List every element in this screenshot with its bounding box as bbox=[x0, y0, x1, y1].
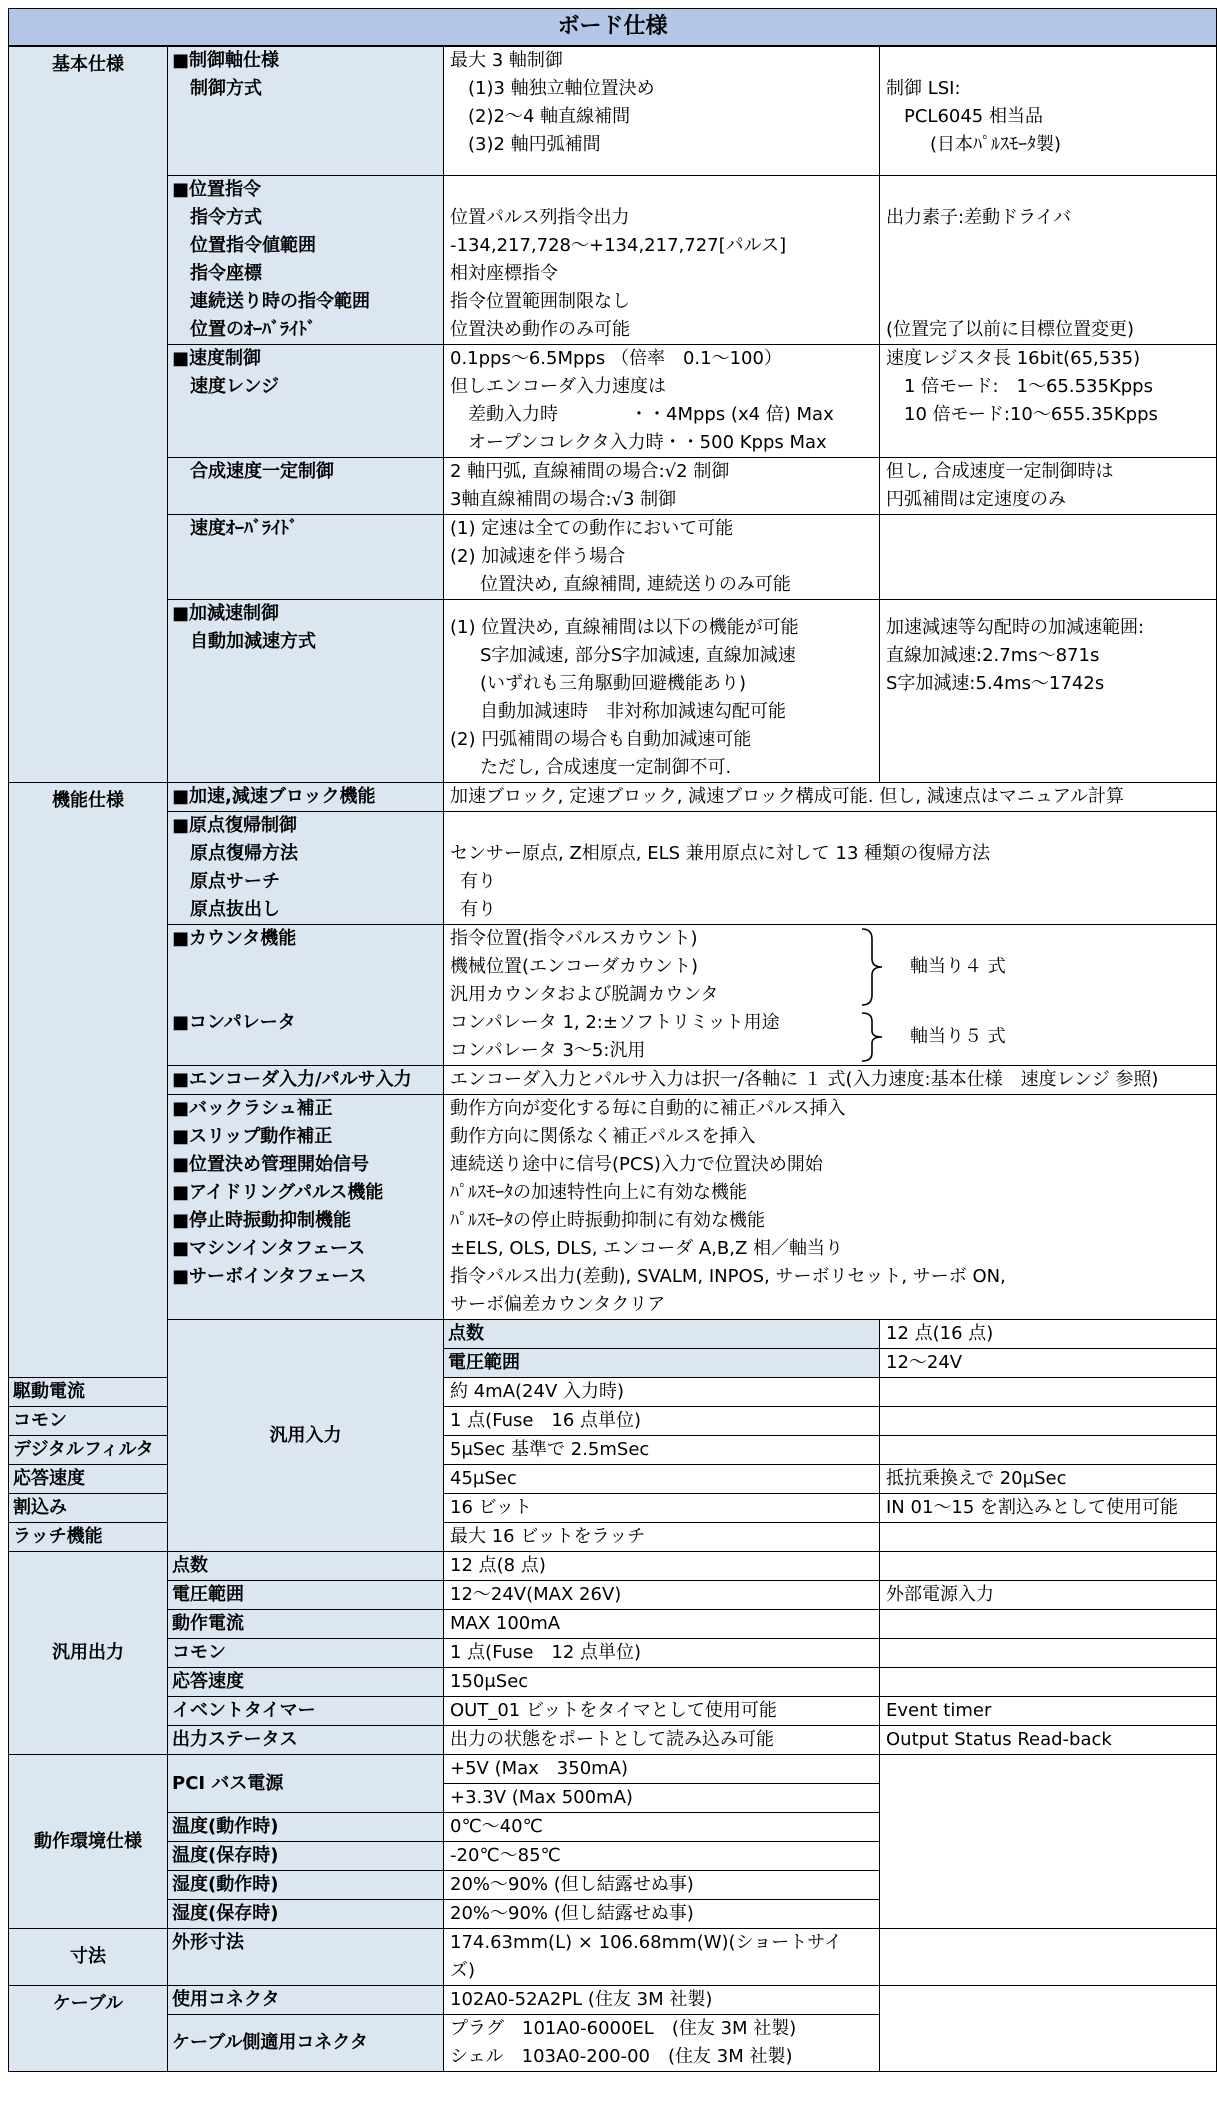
env-value-2: 20%～90% (但し結露せぬ事) bbox=[450, 1874, 694, 1895]
func-item-label-0: ■バックラシュ補正 bbox=[172, 1098, 333, 1119]
counter-value-1: 機械位置(エンコーダカウント) bbox=[450, 956, 699, 977]
gpin-value-4: 5μSec 基準で 2.5mSec bbox=[450, 1439, 650, 1460]
func-home-row bbox=[9, 812, 1217, 925]
servo-value-1: サーボ偏差カウンタクリア bbox=[450, 1294, 666, 1315]
speed-note-0: 速度レジスタ長 16bit(65,535) bbox=[886, 348, 1141, 369]
axis-value-2: (2)2～4 軸直線補間 bbox=[468, 106, 631, 127]
env-label-3: 湿度(保存時) bbox=[172, 1903, 279, 1924]
gpin-label-4: デジタルフィルタ bbox=[13, 1439, 154, 1460]
gpout-note-3 bbox=[886, 1639, 1210, 1667]
gpout-note-0 bbox=[886, 1552, 1210, 1580]
category-gpin: 汎用入力 bbox=[168, 1320, 444, 1552]
env-pci-label bbox=[168, 1755, 444, 1813]
category-cable: ケーブル bbox=[9, 1986, 168, 2072]
axis-note-2: PCL6045 相当品 bbox=[904, 106, 1043, 127]
gpin-value-2: 約 4mA(24V 入力時) bbox=[450, 1381, 625, 1402]
gpout-value-6: 出力の状態をポートとして読み込み可能 bbox=[450, 1729, 774, 1750]
spec-sheet bbox=[8, 8, 1216, 2072]
encoder-label bbox=[168, 1066, 444, 1095]
composite-notes bbox=[880, 458, 1217, 515]
position-label-0: ■位置指令 bbox=[172, 179, 262, 200]
gpout-value-1: 12～24V(MAX 26V) bbox=[450, 1584, 622, 1605]
func-item-label-5: ■マシンインタフェース bbox=[172, 1238, 366, 1259]
cable-notes bbox=[880, 1986, 1217, 2072]
gpin-note-3 bbox=[886, 1407, 1210, 1435]
servo-label: ■サーボインタフェース bbox=[172, 1266, 367, 1287]
accel-value-2: (いずれも三角駆動回避機能あり) bbox=[480, 673, 747, 694]
home-value-3: 有り bbox=[460, 899, 496, 920]
counter-label: ■カウンタ機能 bbox=[172, 928, 297, 949]
gpin-note-7 bbox=[886, 1523, 1210, 1551]
func-item-values bbox=[444, 1095, 1217, 1320]
gpout-row-1 bbox=[9, 1581, 1217, 1610]
position-label-5: 位置のｵｰﾊﾞﾗｲﾄﾞ bbox=[190, 319, 316, 340]
axis-label-1: 制御方式 bbox=[190, 78, 262, 99]
func-block-row bbox=[9, 783, 1217, 812]
gpout-label-1: 電圧範囲 bbox=[172, 1584, 244, 1605]
composite-values bbox=[444, 458, 880, 515]
speed-value-0: 0.1pps～6.5Mpps （倍率 0.1～100） bbox=[450, 348, 782, 369]
accel-value-4: (2) 円弧補間の場合も自動加減速可能 bbox=[450, 729, 752, 750]
axis-values bbox=[444, 46, 880, 176]
override-notes bbox=[880, 515, 1217, 600]
gpin-value-0: 12 点(16 点) bbox=[886, 1323, 994, 1344]
dim-value-0: 174.63mm(L) × 106.68mm(W)(ショートサイ bbox=[450, 1932, 842, 1953]
axis-note-1: 制御 LSI: bbox=[886, 78, 961, 99]
home-label-1: 原点復帰方法 bbox=[190, 843, 298, 864]
axis-note-3: (日本ﾊﾟﾙｽﾓｰﾀ製) bbox=[930, 134, 1062, 155]
position-value-3: 相対座標指令 bbox=[450, 263, 558, 284]
func-item-value-5: ±ELS, OLS, DLS, エンコーダ A,B,Z 相／軸当り bbox=[450, 1238, 844, 1259]
servo-value-0: 指令パルス出力(差動), SVALM, INPOS, サーボリセット, サーボ ON, bbox=[450, 1266, 1006, 1287]
basic-position-row bbox=[9, 176, 1217, 345]
cable-connector-label: 使用コネクタ bbox=[172, 1989, 280, 2010]
speed-value-2: 差動入力時 ・・4Mpps (x4 倍) Max bbox=[468, 404, 834, 425]
override-labels bbox=[168, 515, 444, 600]
env-label-1: 温度(保存時) bbox=[172, 1845, 279, 1866]
counter-labels bbox=[168, 925, 444, 1066]
composite-labels bbox=[168, 458, 444, 515]
category-dim: 寸法 bbox=[9, 1929, 168, 1986]
gpout-value-4: 150μSec bbox=[450, 1671, 529, 1692]
override-label: 速度ｵｰﾊﾞﾗｲﾄﾞ bbox=[190, 518, 298, 539]
home-label-2: 原点サーチ bbox=[190, 871, 280, 892]
speed-note-3 bbox=[886, 429, 1210, 457]
gpin-value-5: 45μSec bbox=[450, 1468, 517, 1489]
axis-value-3: (3)2 軸円弧補間 bbox=[468, 134, 601, 155]
position-value-2: -134,217,728～+134,217,727[パルス] bbox=[450, 235, 787, 256]
override-value-1: (2) 加減速を伴う場合 bbox=[450, 546, 626, 567]
gpin-value-6: 16 ビット bbox=[450, 1497, 532, 1518]
gpin-value-3: 1 点(Fuse 16 点単位) bbox=[450, 1410, 642, 1431]
env-pci-row-0 bbox=[9, 1755, 1217, 1784]
gpout-value-5: OUT_01 ビットをタイマとして使用可能 bbox=[450, 1700, 777, 1721]
cable-connector-value: 102A0-52A2PL (住友 3M 社製) bbox=[450, 1989, 713, 2010]
position-notes bbox=[880, 176, 1217, 345]
home-values bbox=[444, 812, 1217, 925]
block-label-text: ■加速,減速ブロック機能 bbox=[172, 786, 376, 807]
speed-value-1: 但しエンコーダ入力速度は bbox=[450, 376, 666, 397]
speed-values bbox=[444, 345, 880, 458]
accel-values bbox=[444, 600, 880, 783]
func-item-value-1: 動作方向に関係なく補正パルスを挿入 bbox=[450, 1126, 756, 1147]
basic-composite-row bbox=[9, 458, 1217, 515]
counter-values bbox=[444, 925, 1217, 1066]
position-note-4 bbox=[886, 288, 1210, 316]
basic-override-row bbox=[9, 515, 1217, 600]
gpout-value-3: 1 点(Fuse 12 点単位) bbox=[450, 1642, 642, 1663]
position-label-2: 位置指令値範囲 bbox=[190, 235, 316, 256]
position-value-4: 指令位置範囲制限なし bbox=[450, 291, 630, 312]
dim-value-1: ズ) bbox=[450, 1960, 476, 1981]
accel-notes bbox=[880, 600, 1217, 783]
gpout-label-0: 点数 bbox=[172, 1555, 208, 1576]
gpout-value-0: 12 点(8 点) bbox=[450, 1555, 546, 1576]
override-value-2: 位置決め, 直線補間, 連続送りのみ可能 bbox=[480, 574, 791, 595]
home-value-1: センサー原点, Z相原点, ELS 兼用原点に対して 13 種類の復帰方法 bbox=[450, 843, 991, 864]
comparator-note: 軸当り５ 式 bbox=[910, 1026, 1006, 1047]
axis-notes bbox=[880, 46, 1217, 176]
axis-value-0: 最大 3 軸制御 bbox=[450, 50, 563, 71]
gpin-value-7: 最大 16 ビットをラッチ bbox=[450, 1526, 646, 1547]
env-pci-value-1: +3.3V (Max 500mA) bbox=[450, 1787, 633, 1808]
home-value-0 bbox=[450, 812, 1210, 840]
composite-value-1: 3軸直線補間の場合:√3 制御 bbox=[450, 489, 677, 510]
cable-mating-value-1: シェル 103A0-200-00 (住友 3M 社製) bbox=[450, 2046, 793, 2067]
func-item-value-4: ﾊﾟﾙｽﾓｰﾀの停止時振動抑制に有効な機能 bbox=[450, 1210, 765, 1231]
env-value-0: 0℃～40℃ bbox=[450, 1816, 543, 1837]
home-labels bbox=[168, 812, 444, 925]
title-row bbox=[9, 9, 1217, 47]
gpout-note-5: Event timer bbox=[886, 1700, 992, 1721]
gpout-note-1: 外部電源入力 bbox=[886, 1584, 994, 1605]
gpout-label-3: コモン bbox=[172, 1642, 226, 1663]
accel-note-1: 直線加減速:2.7ms～871s bbox=[886, 645, 1100, 666]
accel-value-0: (1) 位置決め, 直線補間は以下の機能が可能 bbox=[450, 617, 799, 638]
speed-labels bbox=[168, 345, 444, 458]
position-labels bbox=[168, 176, 444, 345]
override-values bbox=[444, 515, 880, 600]
cable-row-0 bbox=[9, 1986, 1217, 2015]
category-env: 動作環境仕様 bbox=[9, 1755, 168, 1929]
gpout-row-3 bbox=[9, 1639, 1217, 1668]
block-value-text: 加速ブロック, 定速ブロック, 減速ブロック構成可能. 但し, 減速点はマニュアル計算 bbox=[450, 786, 1124, 807]
counter-value-0: 指令位置(指令パルスカウント) bbox=[450, 928, 698, 949]
gpin-note-5: 抵抗乗換えで 20μSec bbox=[886, 1468, 1067, 1489]
composite-note-0: 但し, 合成速度一定制御時は bbox=[886, 461, 1114, 482]
gpin-value-1: 12～24V bbox=[886, 1352, 963, 1373]
block-value bbox=[444, 783, 1217, 812]
gpout-label-2: 動作電流 bbox=[172, 1613, 244, 1634]
gpin-row-0 bbox=[9, 1320, 1217, 1349]
speed-label-0: ■速度制御 bbox=[172, 348, 262, 369]
block-label bbox=[168, 783, 444, 812]
speed-note-2: 10 倍モード:10～655.35Kpps bbox=[904, 404, 1158, 425]
env-label-2: 湿度(動作時) bbox=[172, 1874, 279, 1895]
env-notes bbox=[880, 1755, 1217, 1929]
accel-note-2: S字加減速:5.4ms～1742s bbox=[886, 673, 1105, 694]
position-value-5: 位置決め動作のみ可能 bbox=[450, 319, 630, 340]
composite-value-0: 2 軸円弧, 直線補間の場合:√2 制御 bbox=[450, 461, 730, 482]
override-value-0: (1) 定速は全ての動作において可能 bbox=[450, 518, 734, 539]
position-label-1: 指令方式 bbox=[190, 207, 262, 228]
axis-label-0: ■制御軸仕様 bbox=[172, 50, 280, 71]
accel-value-5: ただし, 合成速度一定制御不可. bbox=[480, 757, 732, 778]
basic-axis-row bbox=[9, 46, 1217, 176]
composite-label: 合成速度一定制御 bbox=[190, 461, 334, 482]
gpin-label-6: 割込み bbox=[13, 1497, 67, 1518]
gpin-label-1: 電圧範囲 bbox=[448, 1352, 520, 1373]
gpout-note-2 bbox=[886, 1610, 1210, 1638]
counter-value-2: 汎用カウンタおよび脱調カウンタ bbox=[450, 984, 719, 1005]
env-pci-label-text: PCI バス電源 bbox=[172, 1772, 284, 1794]
gpin-note-6: IN 01～15 を割込みとして使用可能 bbox=[886, 1497, 1179, 1518]
axis-note-0 bbox=[886, 47, 1210, 75]
speed-note-1: 1 倍モード: 1～65.535Kpps bbox=[904, 376, 1153, 397]
speed-value-3: オープンコレクタ入力時・・500 Kpps Max bbox=[468, 432, 827, 453]
encoder-value-text: エンコーダ入力とパルサ入力は択一/各軸に １ 式(入力速度:基本仕様 速度レンジ 参照) bbox=[450, 1069, 1159, 1090]
dim-note bbox=[880, 1929, 1217, 1986]
home-label-0: ■原点復帰制御 bbox=[172, 815, 298, 836]
dim-label: 外形寸法 bbox=[172, 1932, 244, 1953]
encoder-label-text: ■エンコーダ入力/パルサ入力 bbox=[172, 1069, 412, 1090]
position-value-1: 位置パルス列指令出力 bbox=[450, 207, 630, 228]
cable-mating-value-0: プラグ 101A0-6000EL (住友 3M 社製) bbox=[450, 2018, 797, 2039]
func-item-labels bbox=[168, 1095, 444, 1320]
position-note-2 bbox=[886, 232, 1210, 260]
gpout-row-5 bbox=[9, 1697, 1217, 1726]
gpin-label-3: コモン bbox=[13, 1410, 67, 1431]
counter-note: 軸当り４ 式 bbox=[910, 956, 1006, 977]
accel-value-1: S字加減速, 部分S字加減速, 直線加減速 bbox=[480, 645, 796, 666]
gpout-note-6: Output Status Read-back bbox=[886, 1729, 1112, 1750]
encoder-value bbox=[444, 1066, 1217, 1095]
gpin-label-7: ラッチ機能 bbox=[13, 1526, 103, 1547]
gpout-row-6 bbox=[9, 1726, 1217, 1755]
speed-notes bbox=[880, 345, 1217, 458]
accel-labels bbox=[168, 600, 444, 783]
category-basic: 基本仕様 bbox=[9, 46, 168, 783]
gpin-label-5: 応答速度 bbox=[13, 1468, 85, 1489]
env-value-3: 20%～90% (但し結露せぬ事) bbox=[450, 1903, 694, 1924]
gpout-note-4 bbox=[886, 1668, 1210, 1696]
env-pci-value-0: +5V (Max 350mA) bbox=[450, 1758, 629, 1779]
basic-accel-row bbox=[9, 600, 1217, 783]
gpin-note-2 bbox=[886, 1378, 1210, 1406]
speed-label-1: 速度レンジ bbox=[190, 376, 280, 397]
position-note-1: 出力素子:差動ドライバ bbox=[886, 207, 1072, 228]
func-item-value-3: ﾊﾟﾙｽﾓｰﾀの加速特性向上に有効な機能 bbox=[450, 1182, 747, 1203]
gpout-row-0 bbox=[9, 1552, 1217, 1581]
gpout-row-2 bbox=[9, 1610, 1217, 1639]
func-counter-row bbox=[9, 925, 1217, 1066]
cable-mating-label: ケーブル側適用コネクタ bbox=[172, 2032, 369, 2053]
accel-label-0: ■加減速制御 bbox=[172, 603, 280, 624]
comparator-brace-icon bbox=[858, 1011, 888, 1063]
home-label-3: 原点抜出し bbox=[190, 899, 280, 920]
home-value-2: 有り bbox=[460, 871, 496, 892]
gpout-row-4 bbox=[9, 1668, 1217, 1697]
axis-value-1: (1)3 軸独立軸位置決め bbox=[468, 78, 655, 99]
comparator-value-1: コンパレータ 3～5:汎用 bbox=[450, 1040, 646, 1061]
table-title: ボード仕様 bbox=[9, 9, 1217, 47]
position-note-5: (位置完了以前に目標位置変更) bbox=[886, 319, 1135, 340]
gpin-label-0: 点数 bbox=[448, 1323, 484, 1344]
accel-note-0: 加速減速等勾配時の加減速範囲: bbox=[886, 617, 1145, 638]
accel-label-1: 自動加減速方式 bbox=[190, 631, 316, 652]
position-note-3 bbox=[886, 260, 1210, 288]
category-gpout: 汎用出力 bbox=[9, 1552, 168, 1755]
comparator-value-0: コンパレータ 1, 2:±ソフトリミット用途 bbox=[450, 1012, 780, 1033]
position-label-3: 指令座標 bbox=[190, 263, 262, 284]
position-label-4: 連続送り時の指令範囲 bbox=[190, 291, 370, 312]
composite-note-1: 円弧補間は定速度のみ bbox=[886, 489, 1066, 510]
gpin-label-2: 駆動電流 bbox=[13, 1381, 85, 1402]
accel-value-3: 自動加減速時 非対称加減速勾配可能 bbox=[480, 701, 786, 722]
func-item-label-3: ■アイドリングパルス機能 bbox=[172, 1182, 384, 1203]
position-value-0 bbox=[450, 176, 873, 204]
func-item-label-1: ■スリップ動作補正 bbox=[172, 1126, 333, 1147]
func-item-label-4: ■停止時振動抑制機能 bbox=[172, 1210, 352, 1231]
gpout-label-5: イベントタイマー bbox=[172, 1700, 316, 1721]
comparator-label: ■コンパレータ bbox=[172, 1012, 296, 1033]
spec-table bbox=[8, 8, 1217, 2072]
category-func: 機能仕様 bbox=[9, 783, 168, 1378]
basic-speed-row bbox=[9, 345, 1217, 458]
position-note-0 bbox=[886, 176, 1210, 204]
func-item-value-0: 動作方向が変化する毎に自動的に補正パルス挿入 bbox=[450, 1098, 846, 1119]
func-encoder-row bbox=[9, 1066, 1217, 1095]
func-item-label-2: ■位置決め管理開始信号 bbox=[172, 1154, 370, 1175]
gpout-label-4: 応答速度 bbox=[172, 1671, 244, 1692]
position-values bbox=[444, 176, 880, 345]
func-items-row bbox=[9, 1095, 1217, 1320]
axis-labels bbox=[168, 46, 444, 176]
func-item-value-2: 連続送り途中に信号(PCS)入力で位置決め開始 bbox=[450, 1154, 823, 1175]
gpout-label-6: 出力ステータス bbox=[172, 1729, 298, 1750]
dim-row bbox=[9, 1929, 1217, 1986]
gpin-note-4 bbox=[886, 1436, 1210, 1464]
env-value-1: -20℃～85℃ bbox=[450, 1845, 561, 1866]
gpout-value-2: MAX 100mA bbox=[450, 1613, 561, 1634]
env-label-0: 温度(動作時) bbox=[172, 1816, 279, 1837]
counter-brace-icon bbox=[858, 927, 888, 1007]
